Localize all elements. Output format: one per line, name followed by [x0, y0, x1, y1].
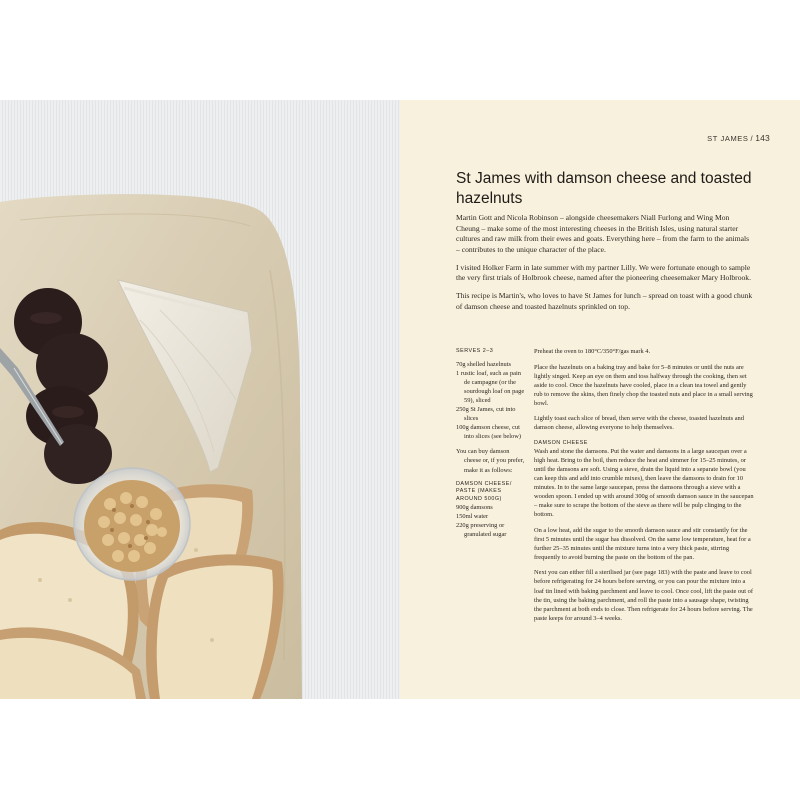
- buy-note: You can buy damson cheese or, if you prefer, make it as follows:: [456, 448, 525, 474]
- intro-paragraph: Martin Gott and Nicola Robinson – alongside cheesemakers Niall Furlong and Wing Mon Cheung – make some of the most interesting cheeses in the British Isles, using natural starter cultures and raw milk from their ewes and goats. Everything here – from the farm to the animals – contributes to the unique character of the place.: [456, 213, 750, 254]
- intro-paragraph: This recipe is Martin's, who loves to have St James for lunch – spread on toast with a good chunk of damson cheese and toasted hazelnuts sprinkled on top.: [456, 291, 753, 311]
- intro-paragraph: I visited Holker Farm in late summer with my partner Lilly. We were fortunate enough to sample the very first trials of Holbrook cheese, named after the pioneering cheesemaker Mary Holbrook.: [456, 262, 751, 283]
- ingredient-item: 100g damson cheese, cut into slices (see below): [456, 424, 521, 441]
- ingredient-item: 250g St James, cut into slices: [456, 406, 516, 423]
- page-number: 143: [755, 133, 770, 143]
- damson-step: Next you can either fill a sterilised jar (see page 183) with the paste and leave to cool before refrigerating for 24 hours before serving, or you can pour the mixture into a loaf tin lined with baking parchment and leave to cool. Once cool, lift the paste out of the tin, using the baking parchment, and roll the paste into a sausage shape, twisting the parchment at both ends to close. Then refrigerate for 24 hours before serving. The paste keeps for around 3–4 weeks.: [534, 569, 753, 622]
- paste-ingredient-item: 900g damsons: [456, 504, 493, 512]
- food-photograph-illustration: [0, 100, 400, 699]
- ingredient-item: 70g shelled hazelnuts: [456, 361, 512, 368]
- recipe-page: [400, 100, 800, 699]
- damson-step: Wash and stone the damsons. Put the water and damsons in a large saucepan over a high heat. Bring to the boil, then reduce the heat and simmer for 15–25 minutes, or until the damsons are soft. Using a sieve, drain the liquid into a separate bowl (you can keep this and add into crumble mixes), then leave the damsons to drain for 10 minutes. In to the same large saucepan, press the damsons through a sieve with a wooden spoon. I ended up with around 300g of smooth damson sauce in the saucepan – make sure to scrape the bottom of the sieve as there will be pulp clinging to the bottom.: [534, 447, 754, 519]
- paste-ingredient-item: 220g preserving or granulated sugar: [456, 522, 507, 539]
- hazelnut-bowl: [74, 468, 190, 580]
- running-head-separator: /: [750, 134, 754, 143]
- food-photograph: [0, 100, 400, 699]
- paste-ingredient-item: 150ml water: [456, 513, 489, 521]
- method-step: Place the hazelnuts on a baking tray and bake for 5–8 minutes or until the nuts are lightly singed. Keep an eye on them and toss halfway through the cooking, then set aside to cool. Once the hazelnuts have cooled, place in a clean tea towel and gently rub to remove the skins, then finely chop the toasted nuts and place in a small serving bowl.: [534, 363, 753, 407]
- intro-text: [456, 213, 754, 320]
- serves-label: SERVES 2–3: [456, 348, 494, 354]
- ingredients-sidebar: [456, 347, 526, 539]
- method-step: Preheat the oven to 180°C/350°F/gas mark 4.: [534, 348, 651, 355]
- damson-step: On a low heat, add the sugar to the smooth damson sauce and stir constantly for the first 5 minutes until the sugar has dissolved. On the same low temperature, heat for a further 25–35 minutes until the mixture turns into a very thick paste, stirring frequently to avoid burning the paste on the bottom of the pan.: [534, 526, 751, 561]
- ingredient-item: 1 rustic loaf, such as pain de campagne (or the sourdough loaf on page 59), sliced: [456, 370, 525, 405]
- paste-label: DAMSON CHEESE/ PASTE (MAKES AROUND 500G): [456, 480, 512, 502]
- method-text: [534, 347, 756, 629]
- running-head: [707, 133, 770, 143]
- method-step: Lightly toast each slice of bread, then serve with the cheese, toasted hazelnuts and damson cheese, allowing everyone to help themselves.: [534, 415, 744, 432]
- recipe-title: St James with damson cheese and toasted hazelnuts: [456, 170, 752, 207]
- damson-cheese-heading: DAMSON CHEESE: [534, 439, 588, 446]
- running-head-section: ST JAMES: [707, 134, 749, 143]
